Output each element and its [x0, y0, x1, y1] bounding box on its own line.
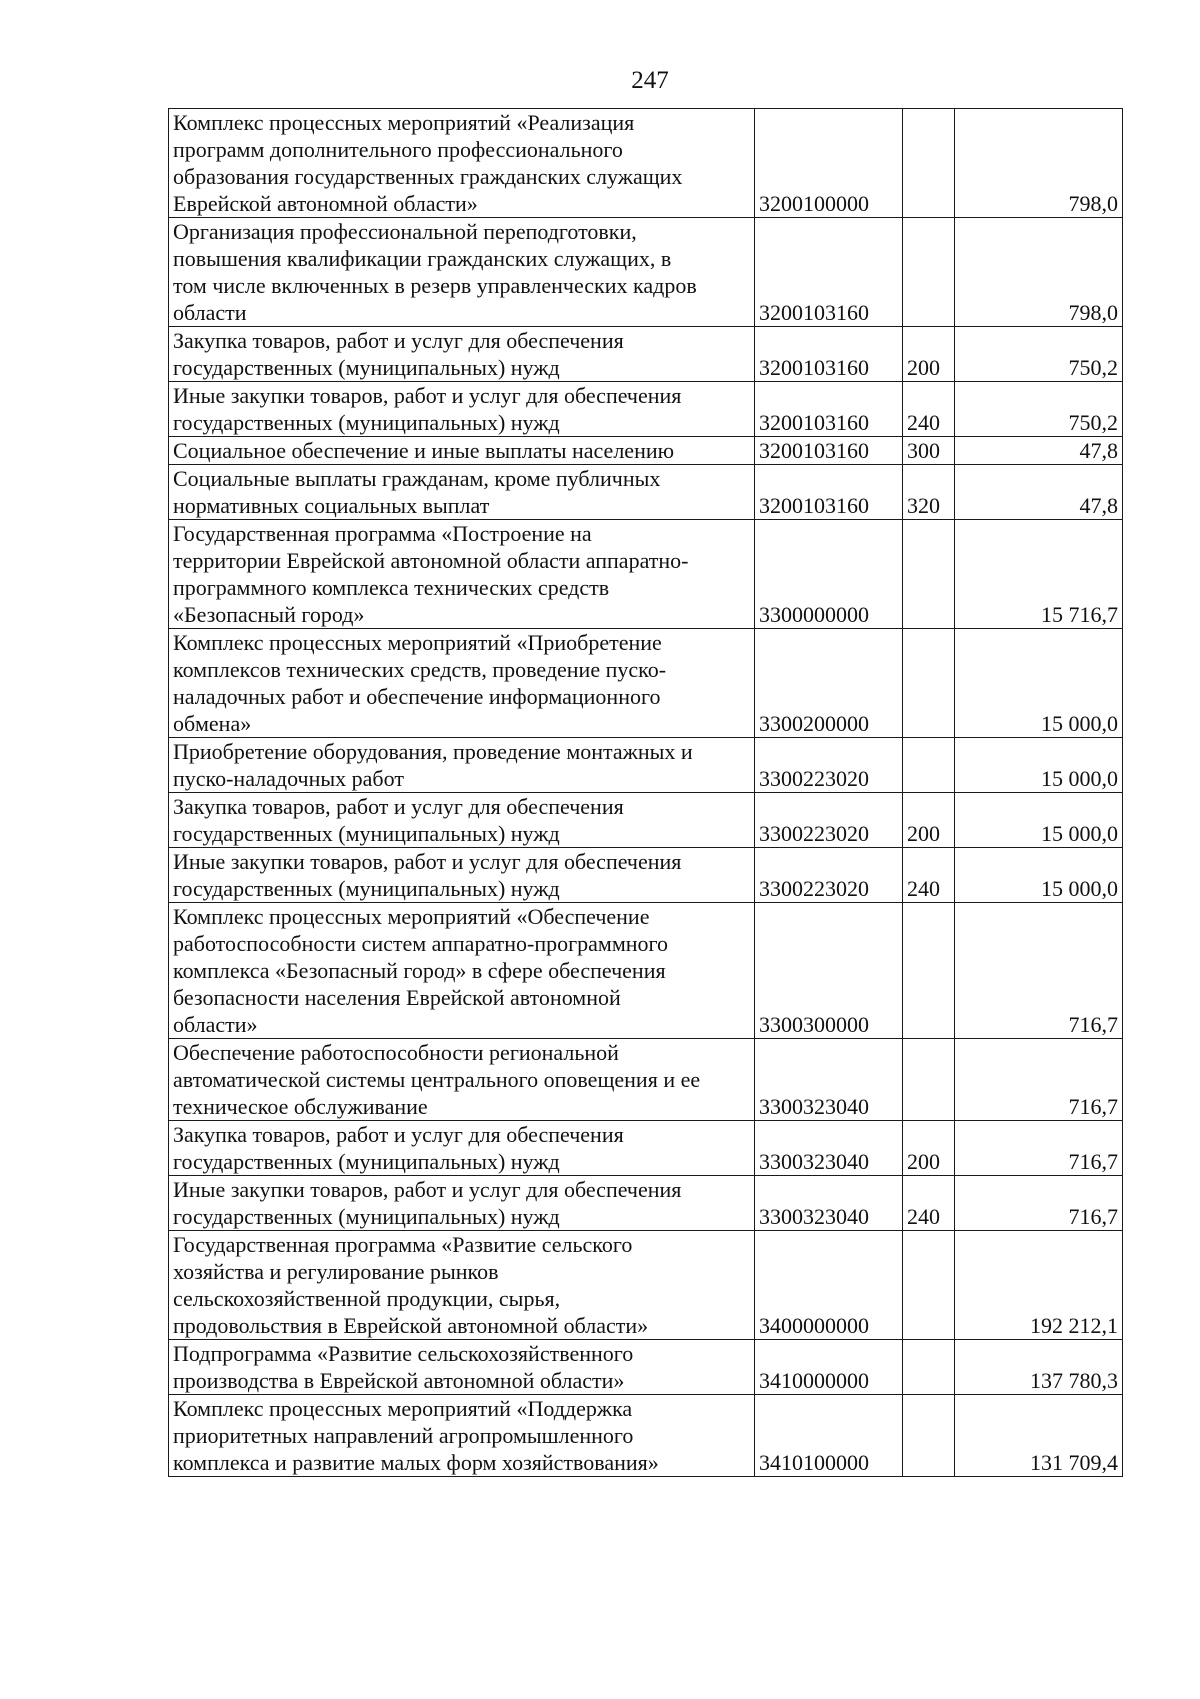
amount-cell: 15 000,0 [955, 629, 1123, 738]
budget-table-body [169, 109, 1123, 1477]
target-article-code-cell: 3300223020 [755, 738, 903, 793]
target-article-code-cell: 3200103160 [755, 327, 903, 382]
amount-cell: 131 709,4 [955, 1395, 1123, 1477]
row-name-cell: Социальное обеспечение и иные выплаты населению [169, 437, 755, 465]
target-article-code-cell: 3300323040 [755, 1176, 903, 1231]
expense-type-code-cell [903, 738, 955, 793]
table-row [169, 903, 1123, 1039]
table-row [169, 1039, 1123, 1121]
target-article-code-cell: 3200103160 [755, 465, 903, 520]
page-number: 247 [631, 67, 669, 94]
amount-cell: 192 212,1 [955, 1231, 1123, 1340]
target-article-code-cell: 3200103160 [755, 382, 903, 437]
row-name-cell: Социальные выплаты гражданам, кроме публичных нормативных социальных выплат [169, 465, 755, 520]
row-name-cell: Государственная программа «Построение на территории Еврейской автономной области аппаратно- программного комплекса технических средств «Безопасный город» [169, 520, 755, 629]
expense-type-code-cell [903, 903, 955, 1039]
row-name-cell: Комплекс процессных мероприятий «Реализация программ дополнительного профессионального образования государственных гражданских служащих Еврейской автономной области» [169, 109, 755, 218]
amount-cell: 15 000,0 [955, 848, 1123, 903]
table-row [169, 1231, 1123, 1340]
amount-cell: 47,8 [955, 437, 1123, 465]
budget-table [168, 108, 1123, 1477]
expense-type-code-cell [903, 109, 955, 218]
target-article-code-cell: 3300000000 [755, 520, 903, 629]
row-name-cell: Комплекс процессных мероприятий «Обеспечение работоспособности систем аппаратно-программного комплекса «Безопасный город» в сфере обеспечения безопасности населения Еврейской автономной области» [169, 903, 755, 1039]
expense-type-code-cell: 240 [903, 848, 955, 903]
amount-cell: 798,0 [955, 109, 1123, 218]
target-article-code-cell: 3300323040 [755, 1121, 903, 1176]
row-name-cell: Закупка товаров, работ и услуг для обеспечения государственных (муниципальных) нужд [169, 1121, 755, 1176]
target-article-code-cell: 3400000000 [755, 1231, 903, 1340]
table-row [169, 1121, 1123, 1176]
expense-type-code-cell [903, 1039, 955, 1121]
amount-cell: 716,7 [955, 1039, 1123, 1121]
target-article-code-cell: 3300223020 [755, 793, 903, 848]
table-row [169, 629, 1123, 738]
amount-cell: 750,2 [955, 327, 1123, 382]
table-row [169, 848, 1123, 903]
expense-type-code-cell [903, 1231, 955, 1340]
row-name-cell: Иные закупки товаров, работ и услуг для обеспечения государственных (муниципальных) нужд [169, 1176, 755, 1231]
table-row [169, 1340, 1123, 1395]
row-name-cell: Закупка товаров, работ и услуг для обеспечения государственных (муниципальных) нужд [169, 327, 755, 382]
target-article-code-cell: 3200103160 [755, 437, 903, 465]
target-article-code-cell: 3200100000 [755, 109, 903, 218]
target-article-code-cell: 3410000000 [755, 1340, 903, 1395]
table-row [169, 218, 1123, 327]
table-row [169, 382, 1123, 437]
table-row [169, 793, 1123, 848]
target-article-code-cell: 3300323040 [755, 1039, 903, 1121]
expense-type-code-cell: 240 [903, 382, 955, 437]
table-row [169, 327, 1123, 382]
row-name-cell: Комплекс процессных мероприятий «Приобретение комплексов технических средств, проведение пуско- наладочных работ и обеспечение информационного обмена» [169, 629, 755, 738]
amount-cell: 15 000,0 [955, 793, 1123, 848]
amount-cell: 798,0 [955, 218, 1123, 327]
amount-cell: 15 716,7 [955, 520, 1123, 629]
row-name-cell: Государственная программа «Развитие сельского хозяйства и регулирование рынков сельскохозяйственной продукции, сырья, продовольствия в Еврейской автономной области» [169, 1231, 755, 1340]
expense-type-code-cell [903, 520, 955, 629]
row-name-cell: Подпрограмма «Развитие сельскохозяйственного производства в Еврейской автономной области» [169, 1340, 755, 1395]
row-name-cell: Приобретение оборудования, проведение монтажных и пуско-наладочных работ [169, 738, 755, 793]
expense-type-code-cell [903, 629, 955, 738]
row-name-cell: Обеспечение работоспособности региональной автоматической системы центрального оповещения и ее техническое обслуживание [169, 1039, 755, 1121]
row-name-cell: Иные закупки товаров, работ и услуг для обеспечения государственных (муниципальных) нужд [169, 382, 755, 437]
table-row [169, 437, 1123, 465]
table-row [169, 1395, 1123, 1477]
amount-cell: 716,7 [955, 1121, 1123, 1176]
target-article-code-cell: 3410100000 [755, 1395, 903, 1477]
amount-cell: 716,7 [955, 903, 1123, 1039]
table-row [169, 520, 1123, 629]
table-row [169, 109, 1123, 218]
table-row [169, 465, 1123, 520]
expense-type-code-cell: 300 [903, 437, 955, 465]
expense-type-code-cell [903, 1395, 955, 1477]
target-article-code-cell: 3300223020 [755, 848, 903, 903]
table-row [169, 1176, 1123, 1231]
expense-type-code-cell: 200 [903, 327, 955, 382]
table-row [169, 738, 1123, 793]
target-article-code-cell: 3300200000 [755, 629, 903, 738]
expense-type-code-cell: 200 [903, 1121, 955, 1176]
row-name-cell: Иные закупки товаров, работ и услуг для обеспечения государственных (муниципальных) нужд [169, 848, 755, 903]
expense-type-code-cell: 240 [903, 1176, 955, 1231]
expense-type-code-cell: 200 [903, 793, 955, 848]
amount-cell: 47,8 [955, 465, 1123, 520]
row-name-cell: Закупка товаров, работ и услуг для обеспечения государственных (муниципальных) нужд [169, 793, 755, 848]
expense-type-code-cell [903, 1340, 955, 1395]
expense-type-code-cell: 320 [903, 465, 955, 520]
amount-cell: 750,2 [955, 382, 1123, 437]
amount-cell: 137 780,3 [955, 1340, 1123, 1395]
expense-type-code-cell [903, 218, 955, 327]
target-article-code-cell: 3300300000 [755, 903, 903, 1039]
amount-cell: 15 000,0 [955, 738, 1123, 793]
row-name-cell: Организация профессиональной переподготовки, повышения квалификации гражданских служащих, в том числе включенных в резерв управленческих кадров области [169, 218, 755, 327]
amount-cell: 716,7 [955, 1176, 1123, 1231]
target-article-code-cell: 3200103160 [755, 218, 903, 327]
row-name-cell: Комплекс процессных мероприятий «Поддержка приоритетных направлений агропромышленного комплекса и развитие малых форм хозяйствования» [169, 1395, 755, 1477]
